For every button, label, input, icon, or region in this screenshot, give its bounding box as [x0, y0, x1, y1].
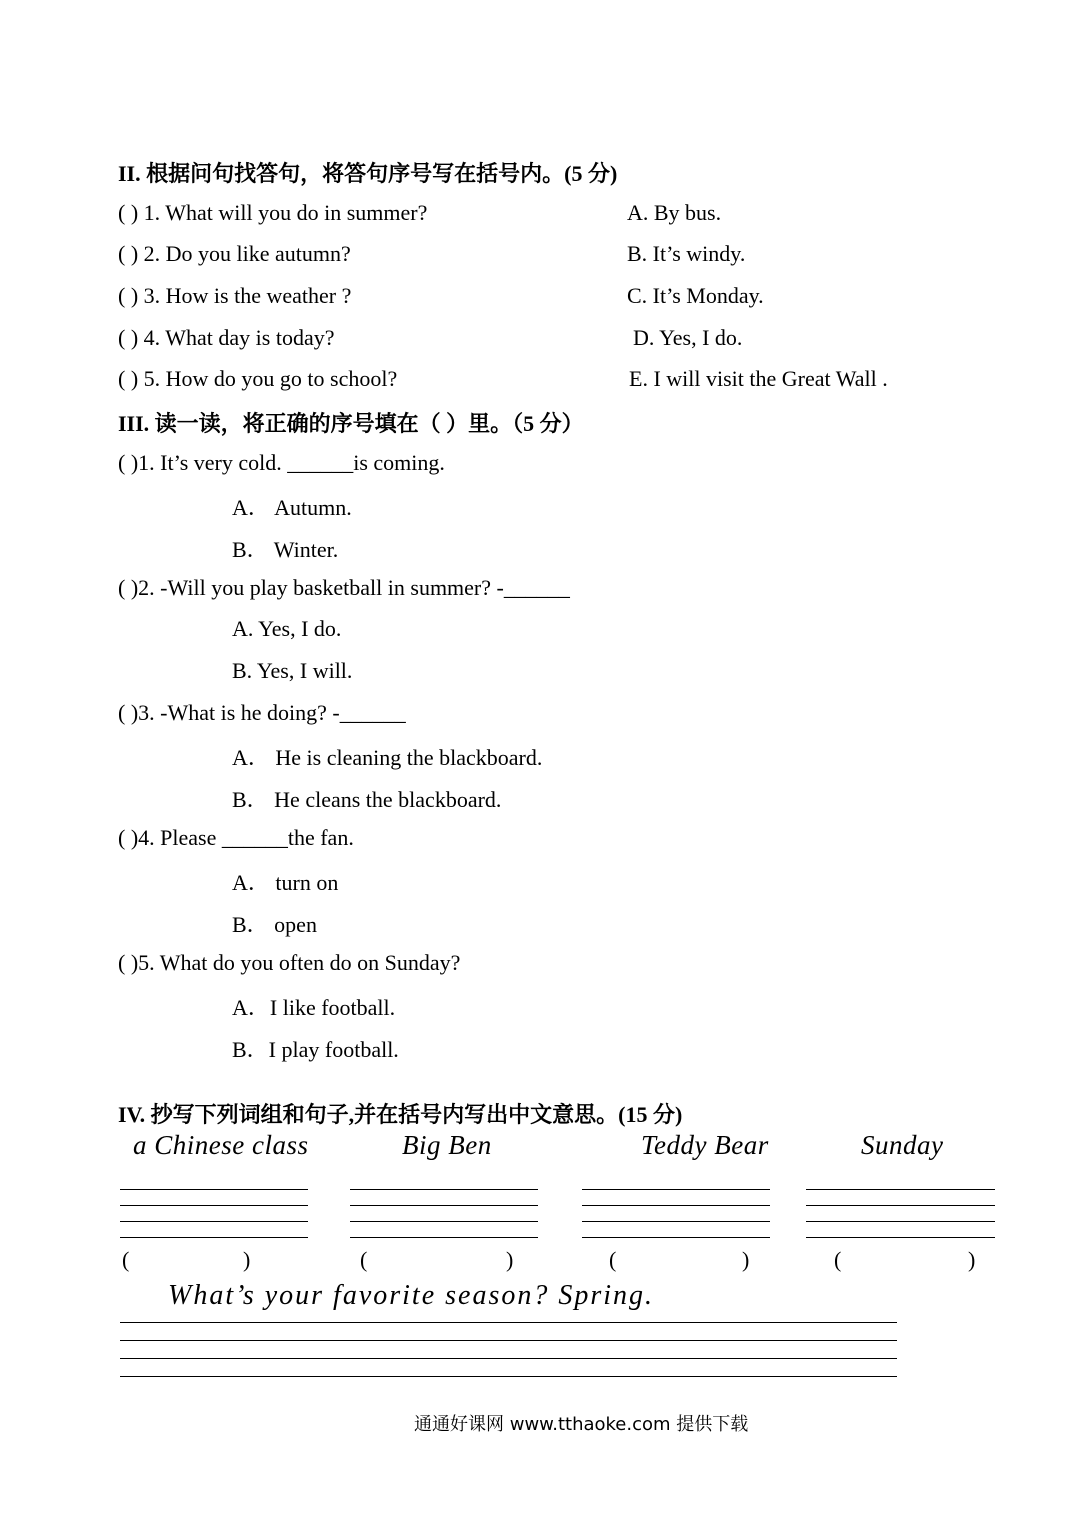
- open-paren: (: [609, 1247, 617, 1272]
- choice-b: B． Winter.: [232, 537, 339, 562]
- open-paren: (: [360, 1247, 368, 1272]
- open-paren: (: [122, 1247, 130, 1272]
- question-line: ( )2. -Will you play basketball in summer? -______: [118, 575, 570, 600]
- close-paren: ): [968, 1247, 976, 1272]
- phrase-label: Big Ben: [402, 1130, 492, 1160]
- question-line: ( )5. What do you often do on Sunday?: [118, 950, 461, 975]
- question-line: ( ) 3. How is the weather ?: [118, 283, 352, 308]
- phrase-label: Teddy Bear: [641, 1130, 769, 1160]
- answer-option: C. It’s Monday.: [627, 283, 764, 308]
- close-paren: ): [506, 1247, 514, 1272]
- choice-a: A．I like football.: [232, 995, 396, 1020]
- question-line: ( )4. Please ______the fan.: [118, 825, 354, 850]
- question-line: ( ) 2. Do you like autumn?: [118, 241, 351, 266]
- answer-option: A. By bus.: [627, 200, 722, 225]
- question-line: ( ) 4. What day is today?: [118, 325, 335, 350]
- sentence-label: What’s your favorite season? Spring.: [168, 1280, 655, 1311]
- section-2-heading: II. 根据问句找答句，将答句序号写在括号内。(5 分): [118, 161, 618, 186]
- question-line: ( )3. -What is he doing? -______: [118, 700, 406, 725]
- phrase-label: Sunday: [861, 1130, 944, 1160]
- answer-option: E. I will visit the Great Wall .: [629, 366, 888, 391]
- section-3-heading: III. 读一读，将正确的序号填在（ ）里。（5 分）: [118, 411, 584, 436]
- choice-b: B．I play football.: [232, 1037, 399, 1062]
- choice-a: A． Autumn.: [232, 495, 352, 520]
- question-line: ( ) 1. What will you do in summer?: [118, 200, 428, 225]
- choice-b: B． He cleans the blackboard.: [232, 787, 502, 812]
- close-paren: ): [243, 1247, 251, 1272]
- section-4-heading: IV. 抄写下列词组和句子,并在括号内写出中文意思。(15 分): [118, 1102, 683, 1127]
- answer-option: B. It’s windy.: [627, 241, 746, 266]
- choice-a: A． turn on: [232, 870, 339, 895]
- answer-option: D. Yes, I do.: [633, 325, 743, 350]
- choice-a: A. Yes, I do.: [232, 616, 342, 641]
- phrase-label: a Chinese class: [133, 1130, 309, 1160]
- choice-b: B. Yes, I will.: [232, 658, 353, 683]
- close-paren: ): [742, 1247, 750, 1272]
- open-paren: (: [834, 1247, 842, 1272]
- choice-b: B． open: [232, 912, 317, 937]
- question-line: ( )1. It’s very cold. ______is coming.: [118, 450, 445, 475]
- footer-text: 通通好课网 www.tthaoke.com 提供下载: [414, 1414, 749, 1435]
- question-line: ( ) 5. How do you go to school?: [118, 366, 398, 391]
- choice-a: A． He is cleaning the blackboard.: [232, 745, 543, 770]
